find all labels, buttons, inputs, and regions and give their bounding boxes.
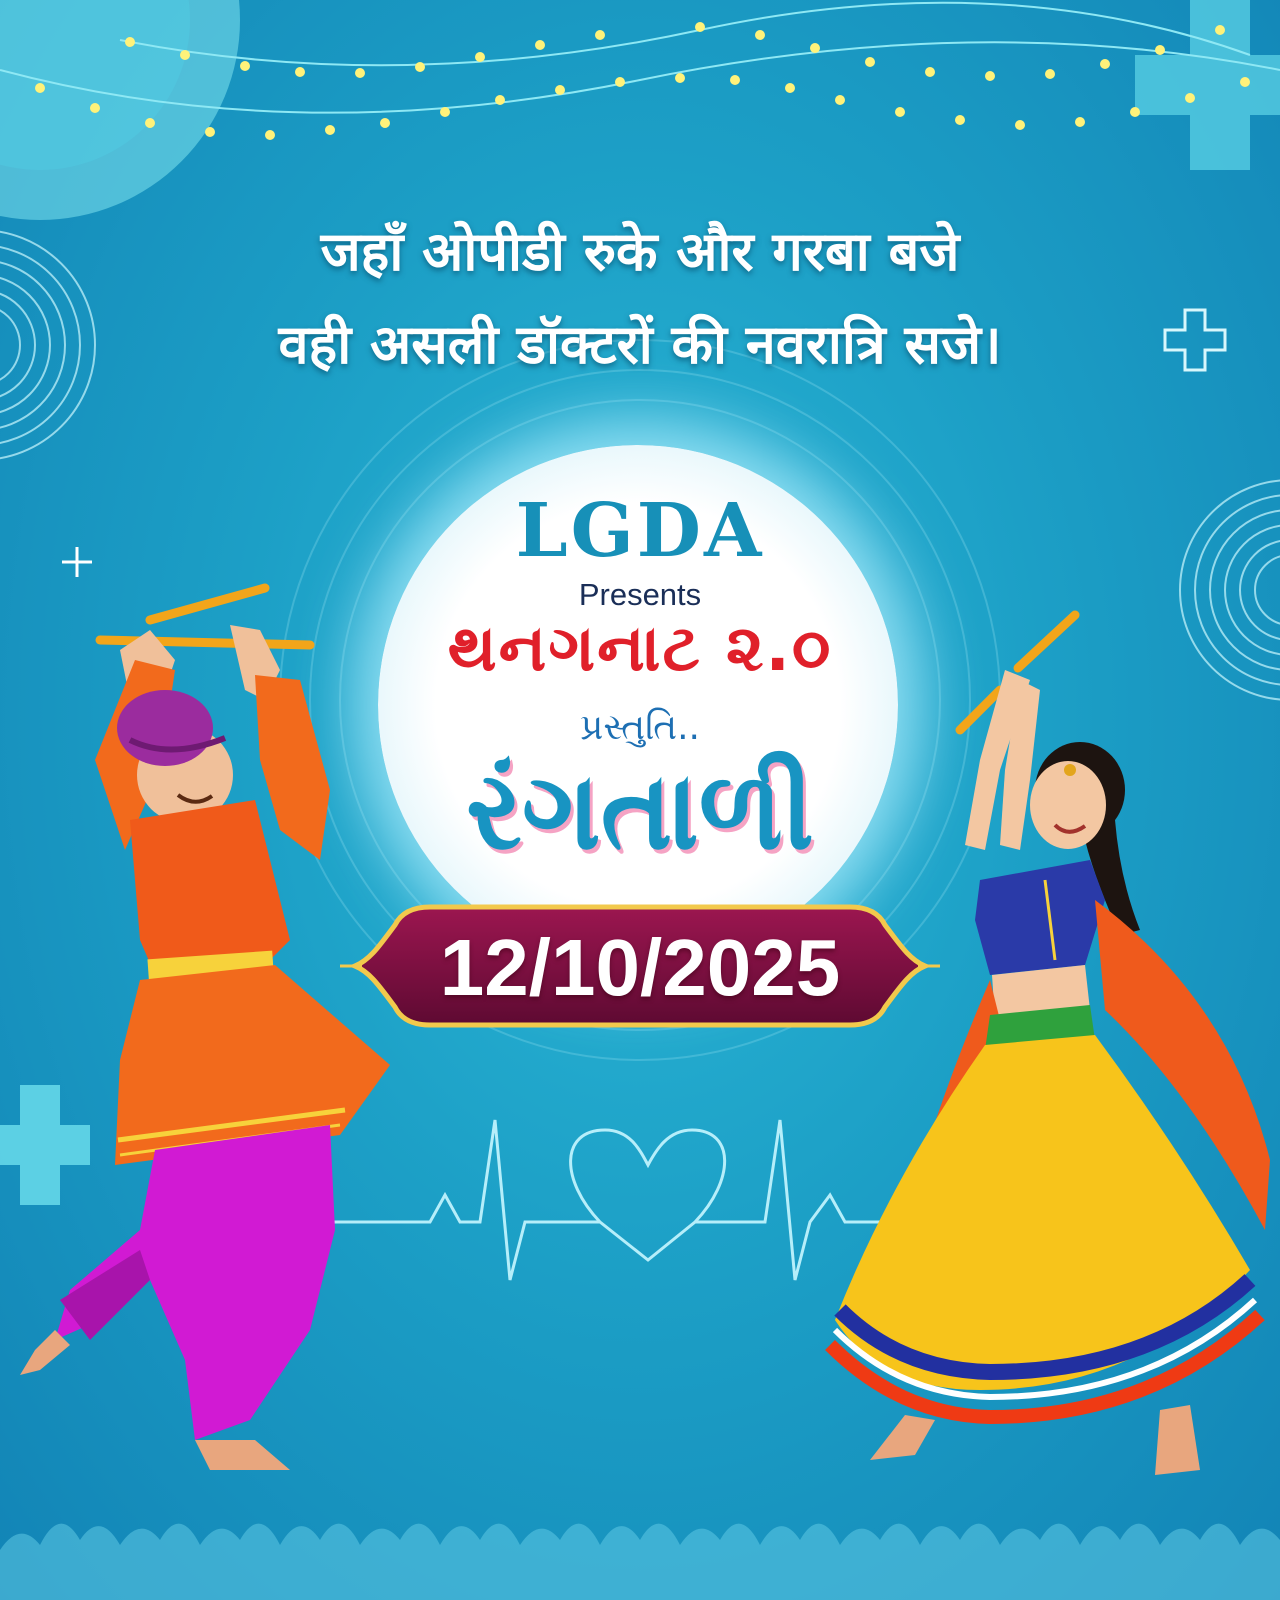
event-date: 12/10/2025 (439, 923, 841, 1012)
organizer-logo: LGDA (515, 488, 765, 574)
headline-line-1: जहाँ ओपीडी रुके और गरबा बजे (320, 220, 960, 283)
presents-label: Presents (578, 577, 702, 612)
headline-line-2: वही असली डॉक्टरों की नवरात्रि सजे। (278, 313, 1002, 376)
prastuti-label: પ્રસ્તુતિ.. (580, 707, 700, 748)
event-title: રંગતાળી (466, 748, 814, 874)
event-name: થનગનાટ ૨.૦ (447, 612, 833, 686)
